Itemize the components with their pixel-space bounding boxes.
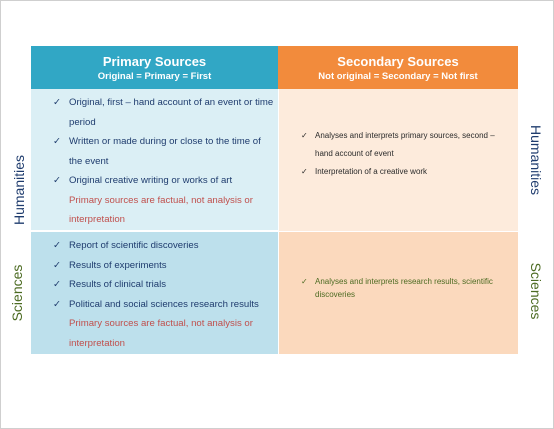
humanities-label-right: Humanities [528, 124, 544, 196]
check-icon: ✓ [53, 298, 62, 310]
check-icon: ✓ [53, 175, 62, 186]
secondary-sources-subtitle: Not original = Secondary = Not first [318, 71, 478, 82]
list-item-text: Interpretation of a creative work [315, 167, 428, 176]
humanities-label-left: Humanities [11, 154, 27, 226]
check-icon: ✓ [53, 97, 62, 108]
list-item [53, 275, 275, 295]
list-item [53, 171, 275, 191]
list-item-text: Report of scientific discoveries [69, 240, 199, 251]
list-item [301, 127, 511, 163]
secondary-humanities-cell [278, 89, 518, 231]
check-icon: ✓ [53, 259, 62, 271]
check-icon: ✓ [53, 279, 62, 290]
sources-matrix [31, 46, 518, 354]
check-icon: ✓ [301, 131, 308, 140]
list-item-text: Analyses and interprets research results, scientific discoveries [315, 277, 493, 299]
primary-note: Primary sources are factual, not analysis or interpretation [69, 194, 253, 225]
sciences-label-right: Sciences [528, 262, 544, 320]
primary-sources-header [31, 46, 278, 89]
list-item-text: Original, first – hand account of an event or time period [69, 97, 274, 128]
list-item [301, 163, 511, 181]
secondary-sciences-cell [278, 231, 518, 354]
check-icon: ✓ [301, 167, 308, 176]
list-item-text: Original creative writing or works of art [69, 175, 233, 186]
primary-note: Primary sources are factual, not analysis or interpretation [69, 318, 253, 349]
list-item-text: Analyses and interprets primary sources, second – hand account of event [315, 131, 495, 158]
sciences-label-left: Sciences [9, 264, 25, 322]
list-item [301, 275, 511, 301]
list-item-text: Political and social sciences research results [69, 298, 259, 310]
secondary-sources-header [278, 46, 518, 89]
list-item [53, 256, 275, 276]
check-icon: ✓ [53, 240, 62, 251]
check-icon: ✓ [301, 277, 308, 286]
list-item [53, 93, 275, 132]
list-item-text: Written or made during or close to the time of the event [69, 136, 261, 167]
primary-sources-title: Primary Sources [102, 54, 207, 69]
primary-sources-subtitle: Original = Primary = First [97, 71, 212, 82]
primary-humanities-cell [31, 89, 278, 231]
list-item [53, 236, 275, 256]
list-item [53, 295, 275, 315]
secondary-sources-title: Secondary Sources [337, 54, 459, 69]
primary-sciences-cell [31, 231, 278, 354]
list-item-text: Results of clinical trials [69, 279, 167, 290]
list-item [53, 132, 275, 171]
list-item-text: Results of experiments [69, 259, 167, 271]
check-icon: ✓ [53, 136, 62, 147]
